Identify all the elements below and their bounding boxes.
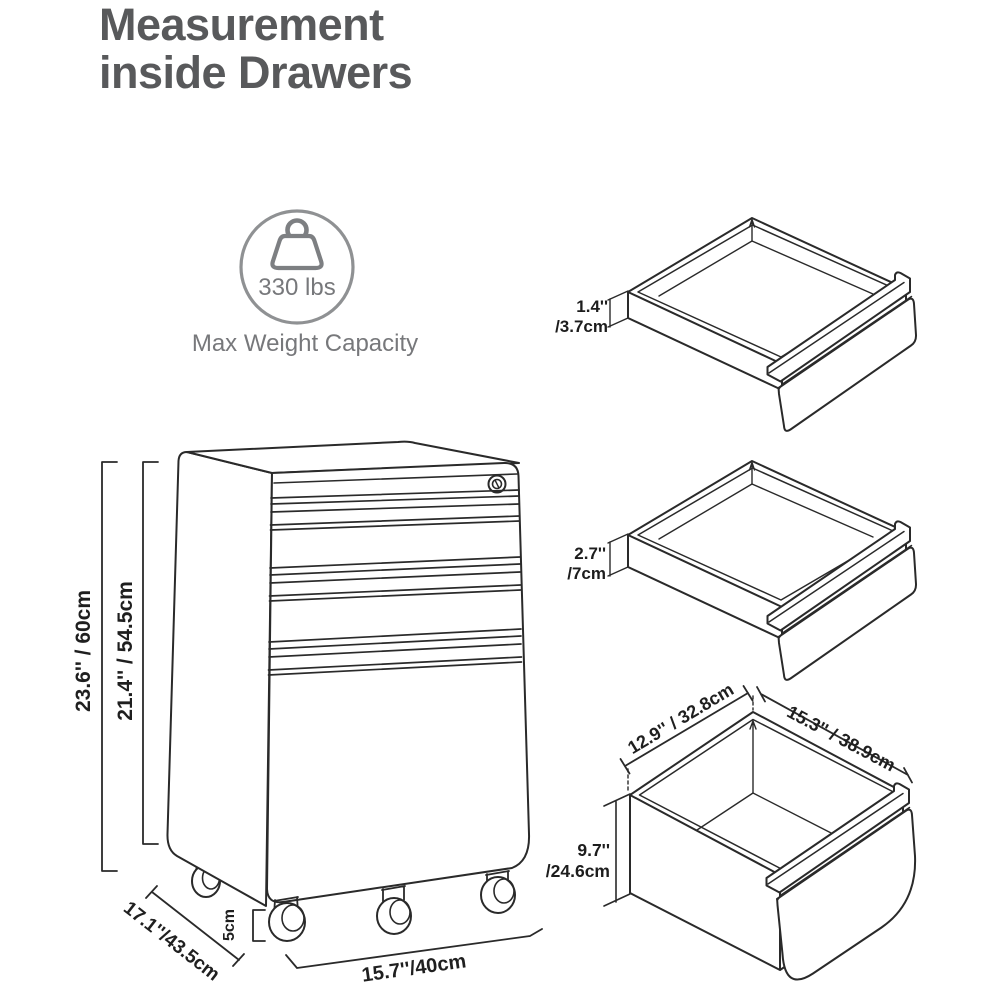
dim-overall-height: 23.6'' / 60cm — [72, 589, 95, 713]
caster-wheel-front-left — [269, 897, 305, 941]
dim-bottom-drawer-depth: 12.9'' / 32.8cm — [624, 679, 738, 758]
dim-cabinet-depth: 17.1''/43.5cm — [119, 897, 224, 986]
dim-cabinet-width: 15.7''/40cm — [360, 950, 468, 987]
dim-caster-height: 5cm — [221, 908, 238, 942]
dim-bottom-drawer-height-in: 9.7'' — [577, 840, 610, 860]
title-line-2: inside Drawers — [99, 47, 413, 98]
dim-top-drawer-height-cm: /3.7cm — [555, 317, 608, 336]
dim-middle-drawer-height-cm: /7cm — [567, 564, 606, 583]
title-line-1: Measurement — [99, 0, 384, 50]
page-title — [99, 1, 412, 97]
dim-top-drawer-height-in: 1.4'' — [576, 297, 608, 316]
dim-top-drawer-height — [488, 297, 608, 337]
cabinet-drawing — [167, 442, 529, 941]
dim-bottom-drawer-height-cm: /24.6cm — [545, 861, 610, 881]
dim-bottom-drawer-width: 15.3'' / 38.9cm — [783, 701, 899, 776]
top-drawer-drawing — [608, 218, 916, 431]
caster-wheel-middle — [377, 886, 411, 934]
dim-middle-drawer-height-in: 2.7'' — [574, 544, 606, 563]
dim-body-height: 21.4'' / 54.5cm — [114, 581, 137, 721]
dim-middle-drawer-height — [488, 544, 606, 584]
middle-drawer-drawing — [608, 461, 916, 680]
weight-capacity-value: 330 lbs — [258, 274, 336, 301]
dim-bottom-drawer-height — [490, 840, 610, 882]
weight-icon — [272, 221, 321, 269]
weight-capacity-caption: Max Weight Capacity — [191, 330, 419, 357]
